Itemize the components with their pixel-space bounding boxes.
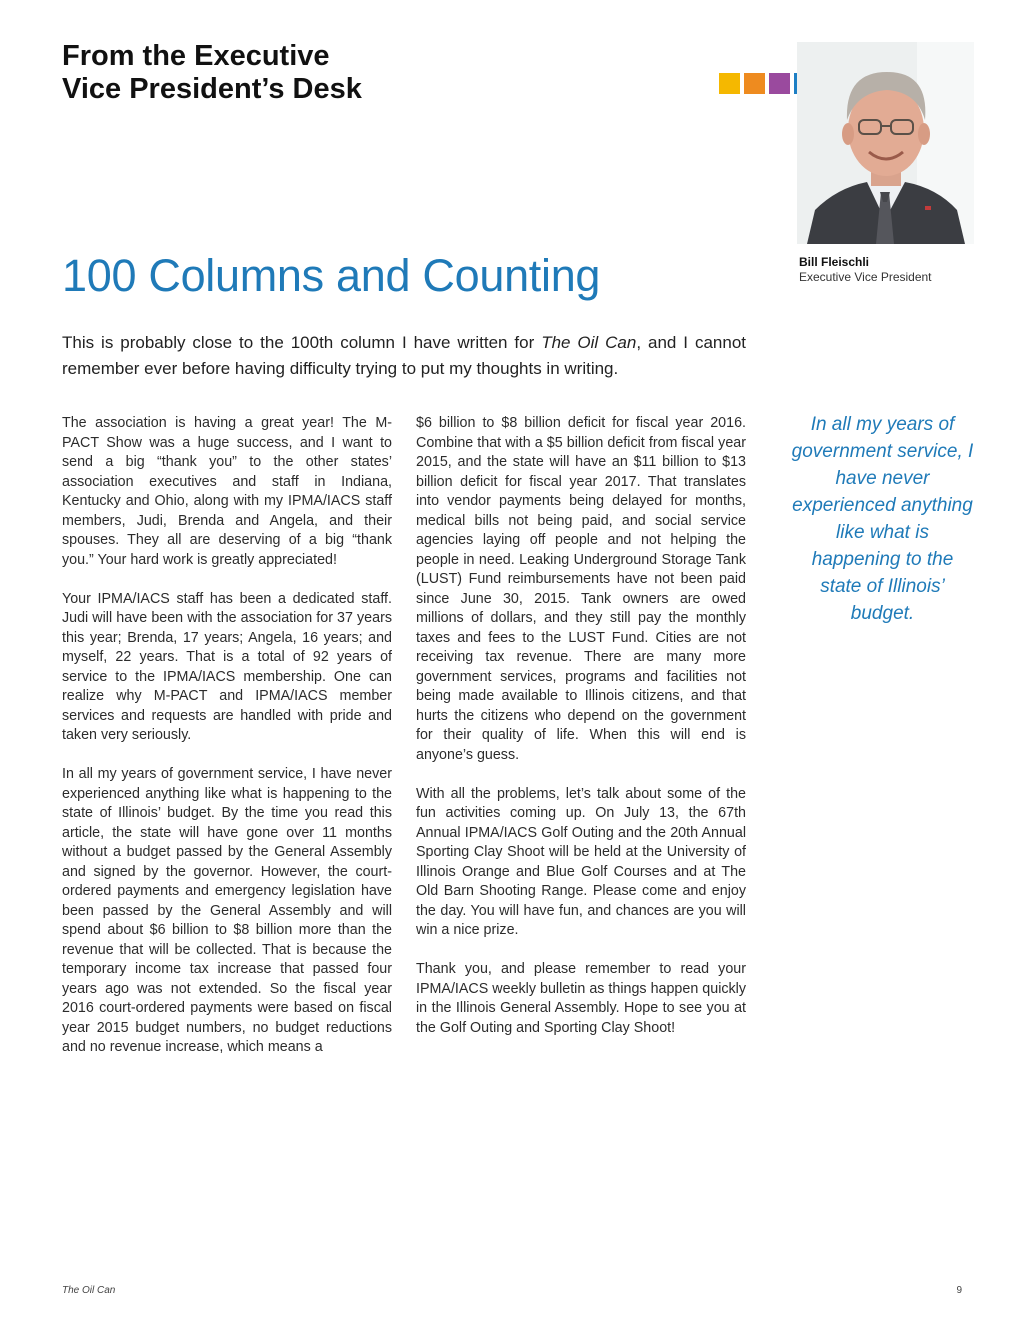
purple-square bbox=[769, 73, 790, 94]
paragraph: In all my years of government service, I have never experienced anything like what is happening to the state of Illinois’ budget. By the time you read this article, the state will have gone over 11 months without a budget passed by the General Assembly and signed by the governor. However, the court-ordered payments and emergency legislation have been passed by the General Assembly and will spend about $6 billion to $8 billion more than the revenue that will be collected. That is because the temporary income tax increase that passed four years ago was not extended. So the fiscal year 2016 court-ordered payments were based on fiscal year 2015 budget numbers, no budget reductions and no revenue increase, which means a bbox=[62, 766, 392, 1055]
pull-quote: In all my years of government service, I have never experienced anything like what is happening to the state of Illinois’ budget. bbox=[791, 414, 974, 624]
section-heading-line-2: Vice President’s Desk bbox=[62, 73, 362, 105]
paragraph: Thank you, and please remember to read your IPMA/IACS weekly bulletin as things happen quickly in the Illinois General Assembly. Hope to see you at the Golf Outing and Sporting Clay Shoot! bbox=[416, 961, 746, 1036]
paragraph: The association is having a great year! The M-PACT Show was a huge success, and I want to send a big “thank you” to the other states’ association executives and staff in Indiana, Kentucky and Ohio, along with my IPMA/IACS staff members, Judi, Brenda and Angela, and their spouses. They all are deserving of a big “thank you.” Your hard work is greatly appreciated! bbox=[62, 415, 392, 568]
paragraph: $6 billion to $8 billion deficit for fiscal year 2016. Combine that with a $5 billion deficit from fiscal year 2015, and the state will have an $11 billion to $13 billion deficit for fiscal year 2017. That translates into vendor payments being delayed for months, medical bills not being paid, and social service agencies laying off people and not helping the people in need. Leaking Underground Storage Tank (LUST) Fund reimbursements have not been paid since June 30, 2015. Tank owners are owed millions of dollars, and they still pay the monthly taxes and fees to the LUST Fund. Cities are not receiving tax revenue. There are many more government services, programs and facilities not being made available to Illinois citizens, and that hurts the citizens who depend on the government for their quality of life. When this will end is anyone’s guess. bbox=[416, 415, 746, 763]
author-name: Bill Fleischli bbox=[799, 255, 870, 269]
intro-text-start: This is probably close to the 100th column I have written for bbox=[62, 333, 542, 352]
article-title: 100 Columns and Counting bbox=[62, 250, 601, 301]
section-heading bbox=[62, 40, 582, 106]
article-intro bbox=[62, 330, 746, 382]
author-title: Executive Vice President bbox=[799, 270, 932, 284]
orange-square bbox=[744, 73, 765, 94]
footer-publication-name: The Oil Can bbox=[62, 1285, 116, 1296]
section-heading-line-1: From the Executive bbox=[62, 40, 330, 72]
footer-page-number: 9 bbox=[956, 1285, 962, 1296]
intro-publication-name: The Oil Can bbox=[541, 333, 637, 352]
yellow-square bbox=[719, 73, 740, 94]
portrait-illustration bbox=[797, 42, 974, 244]
author-photo bbox=[797, 42, 974, 244]
article-column-middle bbox=[416, 414, 746, 1058]
paragraph: Your IPMA/IACS staff has been a dedicated staff. Judi will have been with the association for 37 years this year; Brenda, 17 years; Angela, 16 years; and myself, 22 years. That is a total of 92 years of service to the IPMA/IACS membership. One can realize why M-PACT and IPMA/IACS member services and requests are handled with pride and taken very seriously. bbox=[62, 590, 392, 743]
paragraph: With all the problems, let’s talk about some of the fun activities coming up. On July 13, the 67th Annual IPMA/IACS Golf Outing and the 20th Annual Sporting Clay Shoot will be held at the University of Illinois Orange and Blue Golf Courses and at The Old Barn Shooting Range. Please come and enjoy the day. You will have fun, and chances are you will win a nice prize. bbox=[416, 785, 746, 938]
intro-text-end: , and I cannot remember ever before having difficulty trying to put my thoughts in writing. bbox=[62, 333, 746, 378]
article-column-left bbox=[62, 414, 392, 1077]
